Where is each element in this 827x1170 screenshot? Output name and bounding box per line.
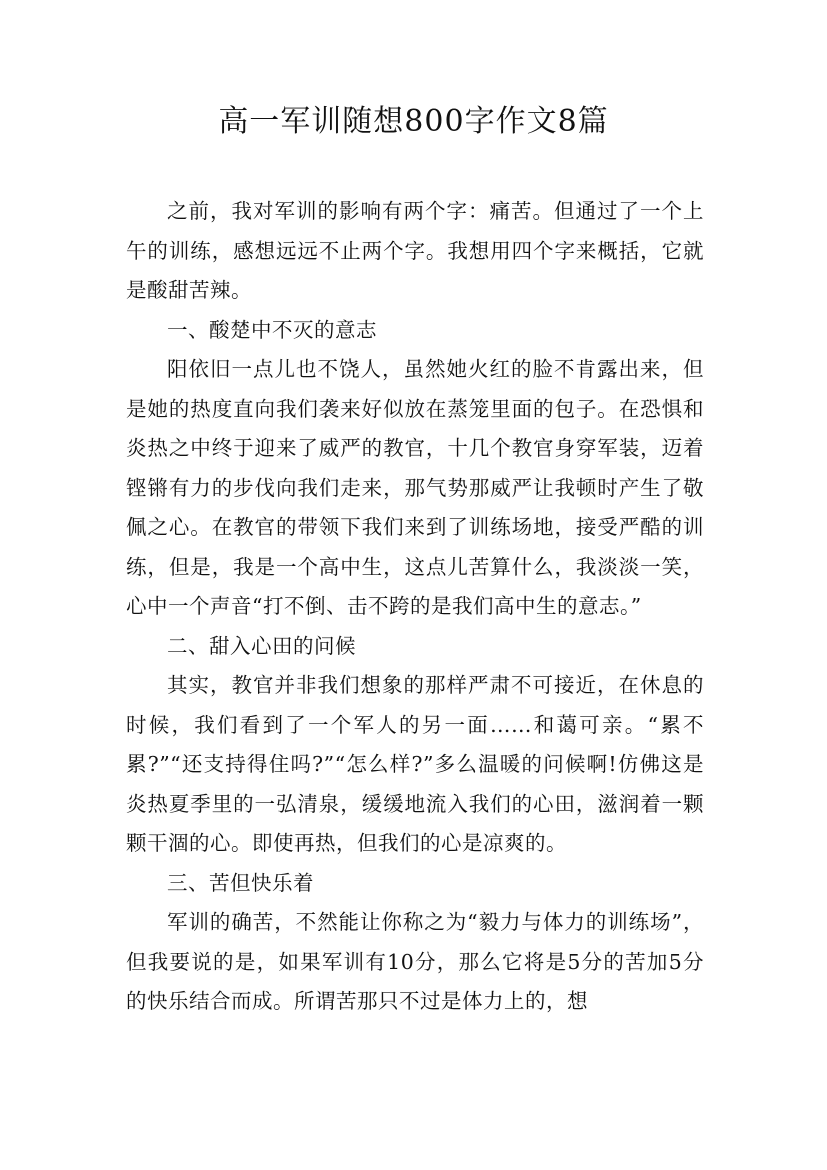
document-title: 高一军训随想800字作文8篇 [218, 104, 609, 139]
paragraph-intro: 之前，我对军训的影响有两个字：痛苦。但通过了一个上午的训练，感想远远不止两个字。我想用四个字来概括，它就是酸甜苦辣。 [126, 199, 704, 302]
paragraph-section-2: 其实，教官并非我们想象的那样严肃不可接近，在休息的时候，我们看到了一个军人的另一面……和蔼可亲。“累不累?”“还支持得住吗?”“怎么样?”多么温暖的问候啊!仿佛这是炎热夏季里的一弘清泉，缓缓地流入我们的心田，滋润着一颗颗干涸的心。即使再热，但我们的心是凉爽的。 [126, 673, 704, 855]
document-body [126, 192, 704, 1022]
section-heading-2: 二、甜入心田的问候 [167, 633, 356, 658]
paragraph-section-1: 阳依旧一点儿也不饶人，虽然她火红的脸不肯露出来，但是她的热度直向我们袭来好似放在蒸笼里面的包子。在恐惧和炎热之中终于迎来了威严的教官，十几个教官身穿军装，迈着铿锵有力的步伐向我们走来，那气势那威严让我顿时产生了敬佩之心。在教官的带领下我们来到了训练场地，接受严酷的训练，但是，我是一个高中生，这点儿苦算什么，我淡淡一笑，心中一个声音“打不倒、击不跨的是我们高中生的意志。” [126, 357, 704, 618]
paragraph-section-3: 军训的确苦，不然能让你称之为“毅力与体力的训练场”，但我要说的是，如果军训有10分，那么它将是5分的苦加5分的快乐结合而成。所谓苦那只不过是体力上的，想 [126, 910, 704, 1013]
section-heading-1: 一、酸楚中不灭的意志 [167, 317, 377, 342]
section-heading-3: 三、苦但快乐着 [167, 870, 314, 895]
